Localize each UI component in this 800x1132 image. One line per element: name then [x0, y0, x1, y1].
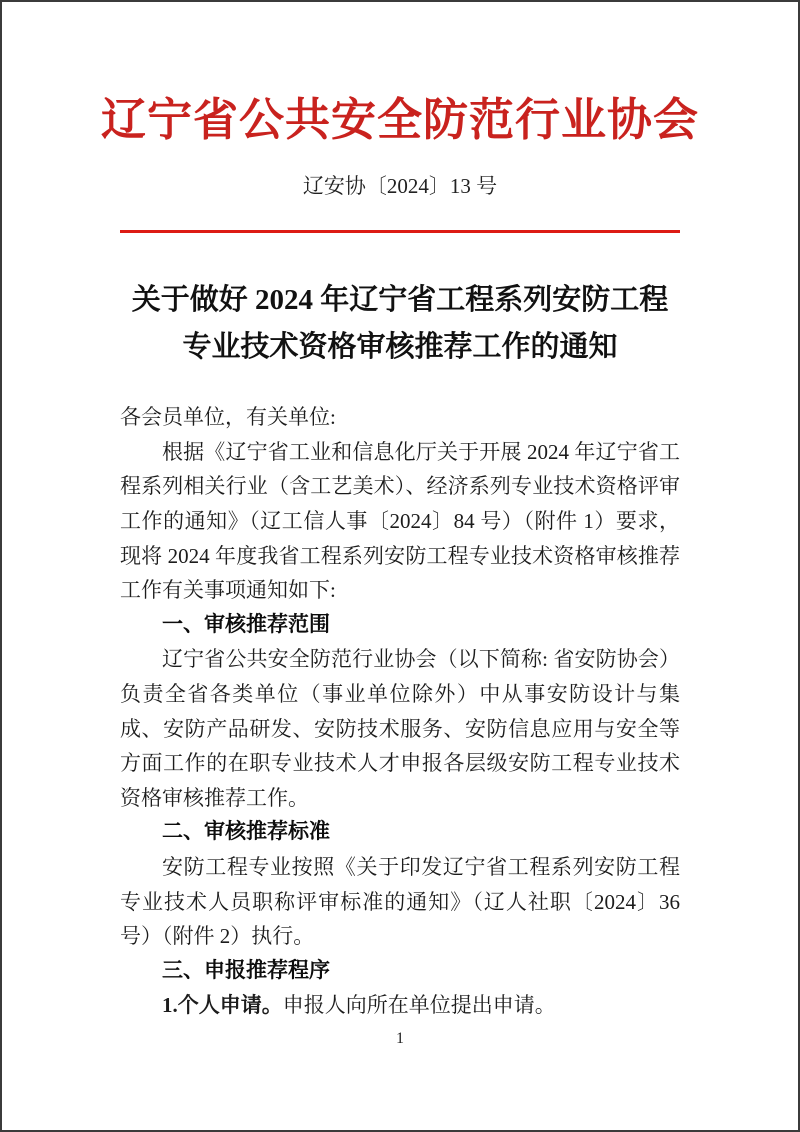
section3-step1-paragraph	[120, 988, 680, 1023]
salutation-line: 各会员单位，有关单位:	[120, 405, 336, 430]
section1-heading: 一、审核推荐范围	[162, 612, 330, 636]
intro-paragraph: 根据《辽宁省工业和信息化厅关于开展 2024 年辽宁省工程系列相关行业（含工艺美术）、经济系列专业技术资格评审工作的通知》（辽工信人事〔2024〕84 号）（附件 1）要求，现将 2024 年度我省工程系列安防工程专业技术资格审核推荐工作有关事项通知如下:	[120, 439, 680, 603]
section2-paragraph: 安防工程专业按照《关于印发辽宁省工程系列安防工程专业技术人员职称评审标准的通知》（辽人社职〔2024〕36 号）（附件 2）执行。	[120, 854, 680, 949]
notice-title	[82, 277, 718, 371]
red-divider-rule	[120, 230, 680, 233]
notice-title-line2: 专业技术资格审核推荐工作的通知	[182, 331, 618, 364]
section2-heading: 二、审核推荐标准	[162, 820, 330, 844]
step1-bold-label: 1.个人申请。	[162, 993, 283, 1018]
document-number: 辽安协〔2024〕13 号	[302, 174, 498, 199]
step1-text: 申报人向所在单位提出申请。	[282, 993, 556, 1018]
notice-title-line1: 关于做好 2024 年辽宁省工程系列安防工程	[131, 284, 669, 317]
notice-body	[120, 400, 680, 1023]
section1-paragraph: 辽宁省公共安全防范行业协会（以下简称: 省安防协会）负责全省各类单位（事业单位除外）中从事安防设计与集成、安防产品研发、安防技术服务、安防信息应用与安全等方面工作的在职专业技术人才申报各层级安防工程专业技术资格审核推荐工作。	[120, 647, 680, 810]
page-number: 1	[396, 1030, 404, 1047]
issuing-org-title: 辽宁省公共安全防范行业协会	[100, 95, 699, 145]
section3-heading: 三、申报推荐程序	[162, 958, 330, 982]
